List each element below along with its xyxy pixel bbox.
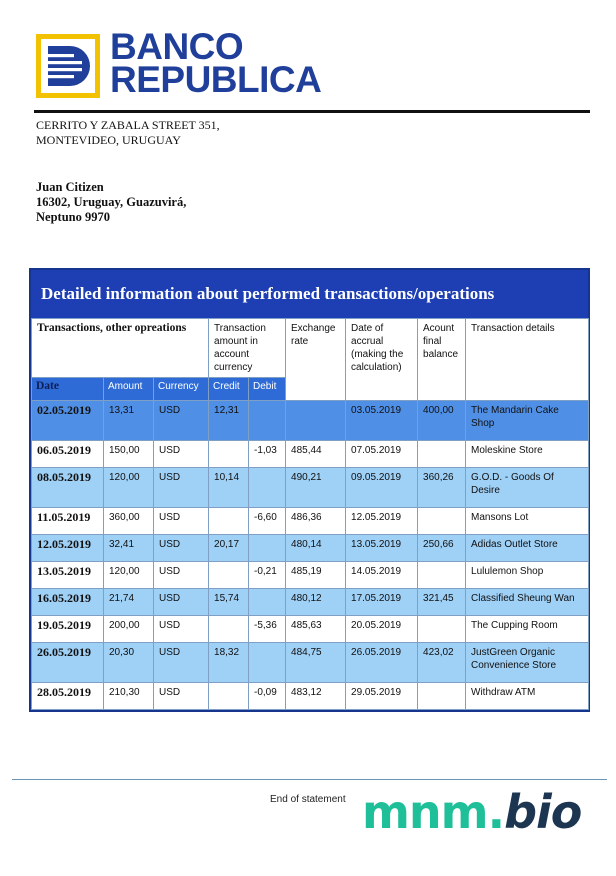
cell-amount: 210,30 (104, 683, 154, 710)
header-transaction-amount: Transaction amount in account currency (209, 319, 286, 378)
cell-date: 06.05.2019 (32, 441, 104, 468)
cell-final-balance (418, 562, 466, 589)
watermark-logo (362, 782, 581, 842)
cell-credit: 12,31 (209, 401, 249, 441)
cell-currency: USD (154, 468, 209, 508)
table-row (32, 401, 589, 441)
cell-date: 02.05.2019 (32, 401, 104, 441)
cell-credit (209, 441, 249, 468)
cell-exchange-rate: 485,63 (286, 616, 346, 643)
cell-amount: 21,74 (104, 589, 154, 616)
cell-currency: USD (154, 616, 209, 643)
cell-debit (249, 643, 286, 683)
subheader-credit: Credit (209, 378, 249, 401)
cell-date: 13.05.2019 (32, 562, 104, 589)
cell-date: 12.05.2019 (32, 535, 104, 562)
cell-date: 16.05.2019 (32, 589, 104, 616)
cell-amount: 200,00 (104, 616, 154, 643)
cell-credit: 20,17 (209, 535, 249, 562)
cell-currency: USD (154, 643, 209, 683)
address-line2: MONTEVIDEO, URUGUAY (36, 133, 181, 147)
cell-debit: -5,36 (249, 616, 286, 643)
header-divider (34, 110, 590, 113)
cell-accrual-date: 26.05.2019 (346, 643, 418, 683)
cell-currency: USD (154, 401, 209, 441)
address-line1: CERRITO Y ZABALA STREET 351, (36, 118, 220, 132)
subheader-debit: Debit (249, 378, 286, 401)
cell-accrual-date: 20.05.2019 (346, 616, 418, 643)
cell-debit: -6,60 (249, 508, 286, 535)
cell-amount: 120,00 (104, 468, 154, 508)
table-row (32, 468, 589, 508)
cell-details: Mansons Lot (466, 508, 589, 535)
cell-credit: 18,32 (209, 643, 249, 683)
cell-details: Adidas Outlet Store (466, 535, 589, 562)
cell-exchange-rate: 480,14 (286, 535, 346, 562)
cell-date: 11.05.2019 (32, 508, 104, 535)
bank-logo (36, 26, 326, 102)
cell-accrual-date: 13.05.2019 (346, 535, 418, 562)
cell-details: Moleskine Store (466, 441, 589, 468)
header-exchange-rate: Exchange rate (286, 319, 346, 401)
table-row (32, 589, 589, 616)
header-final-balance: Acount final balance (418, 319, 466, 401)
transactions-title: Detailed information about performed transactions/operations (31, 270, 588, 318)
cell-exchange-rate: 485,19 (286, 562, 346, 589)
cell-details: Withdraw ATM (466, 683, 589, 710)
cell-debit (249, 589, 286, 616)
cell-credit (209, 683, 249, 710)
cell-credit (209, 562, 249, 589)
cell-currency: USD (154, 589, 209, 616)
watermark-part1: mnm. (362, 785, 505, 839)
cell-exchange-rate: 480,12 (286, 589, 346, 616)
cell-final-balance (418, 616, 466, 643)
watermark-part2: bio (504, 785, 582, 839)
table-row (32, 508, 589, 535)
cell-date: 26.05.2019 (32, 643, 104, 683)
cell-debit (249, 535, 286, 562)
cell-currency: USD (154, 441, 209, 468)
table-header-row (32, 319, 589, 378)
cell-final-balance: 250,66 (418, 535, 466, 562)
cell-currency: USD (154, 562, 209, 589)
table-row (32, 562, 589, 589)
transactions-body (32, 401, 589, 710)
banco-republica-logo-icon (36, 34, 100, 98)
cell-accrual-date: 14.05.2019 (346, 562, 418, 589)
cell-exchange-rate: 484,75 (286, 643, 346, 683)
header-transactions-group: Transactions, other opreations (32, 319, 209, 378)
footer-divider (12, 779, 607, 780)
subheader-currency: Currency (154, 378, 209, 401)
cell-amount: 32,41 (104, 535, 154, 562)
subheader-date: Date (32, 378, 104, 401)
bank-name-line1: BANCO (110, 26, 244, 67)
customer-name: Juan Citizen (36, 180, 104, 194)
cell-debit: -0,09 (249, 683, 286, 710)
cell-details: G.O.D. - Goods Of Desire (466, 468, 589, 508)
cell-final-balance: 321,45 (418, 589, 466, 616)
header-transaction-details: Transaction details (466, 319, 589, 401)
cell-currency: USD (154, 535, 209, 562)
cell-date: 19.05.2019 (32, 616, 104, 643)
table-row (32, 643, 589, 683)
table-row (32, 616, 589, 643)
cell-accrual-date: 17.05.2019 (346, 589, 418, 616)
customer-address-line2: Neptuno 9970 (36, 210, 110, 224)
customer-block (36, 180, 186, 225)
cell-amount: 13,31 (104, 401, 154, 441)
cell-final-balance: 400,00 (418, 401, 466, 441)
cell-exchange-rate: 483,12 (286, 683, 346, 710)
cell-amount: 360,00 (104, 508, 154, 535)
cell-amount: 150,00 (104, 441, 154, 468)
cell-final-balance: 423,02 (418, 643, 466, 683)
transactions-table (31, 318, 589, 710)
cell-details: Classified Sheung Wan (466, 589, 589, 616)
bank-name (110, 26, 322, 100)
cell-currency: USD (154, 683, 209, 710)
table-row (32, 683, 589, 710)
table-row (32, 441, 589, 468)
cell-accrual-date: 09.05.2019 (346, 468, 418, 508)
header-date-of-accrual: Date of accrual (making the calculation) (346, 319, 418, 401)
cell-debit (249, 468, 286, 508)
cell-final-balance (418, 683, 466, 710)
cell-details: Lululemon Shop (466, 562, 589, 589)
cell-accrual-date: 29.05.2019 (346, 683, 418, 710)
subheader-amount: Amount (104, 378, 154, 401)
cell-date: 28.05.2019 (32, 683, 104, 710)
cell-accrual-date: 03.05.2019 (346, 401, 418, 441)
cell-date: 08.05.2019 (32, 468, 104, 508)
customer-address-line1: 16302, Uruguay, Guazuvirá, (36, 195, 187, 209)
cell-details: JustGreen Organic Convenience Store (466, 643, 589, 683)
cell-exchange-rate (286, 401, 346, 441)
cell-amount: 20,30 (104, 643, 154, 683)
cell-debit (249, 401, 286, 441)
cell-exchange-rate: 486,36 (286, 508, 346, 535)
transactions-panel (29, 268, 590, 712)
cell-final-balance (418, 508, 466, 535)
bank-name-line2: REPUBLICA (110, 59, 322, 100)
cell-credit: 15,74 (209, 589, 249, 616)
cell-credit (209, 616, 249, 643)
cell-accrual-date: 07.05.2019 (346, 441, 418, 468)
cell-credit: 10,14 (209, 468, 249, 508)
cell-currency: USD (154, 508, 209, 535)
cell-exchange-rate: 490,21 (286, 468, 346, 508)
cell-amount: 120,00 (104, 562, 154, 589)
cell-debit: -0,21 (249, 562, 286, 589)
cell-final-balance (418, 441, 466, 468)
table-row (32, 535, 589, 562)
cell-details: The Cupping Room (466, 616, 589, 643)
cell-accrual-date: 12.05.2019 (346, 508, 418, 535)
bank-address (36, 118, 220, 148)
cell-exchange-rate: 485,44 (286, 441, 346, 468)
cell-details: The Mandarin Cake Shop (466, 401, 589, 441)
end-of-statement: End of statement (270, 794, 346, 805)
cell-final-balance: 360,26 (418, 468, 466, 508)
cell-credit (209, 508, 249, 535)
cell-debit: -1,03 (249, 441, 286, 468)
